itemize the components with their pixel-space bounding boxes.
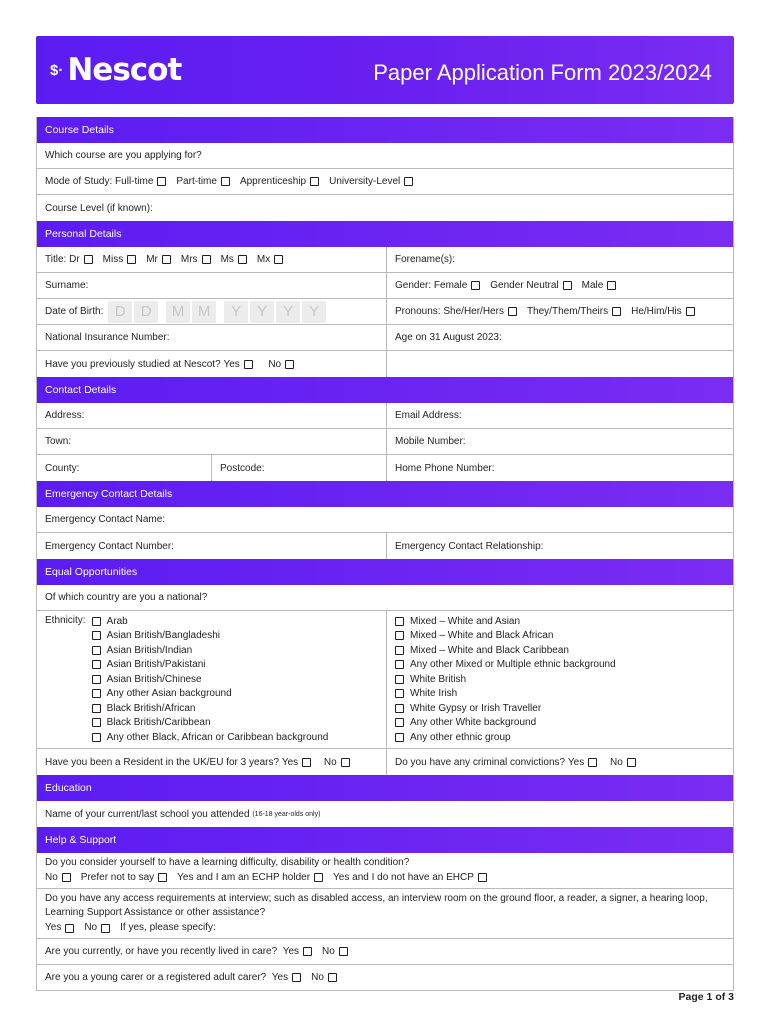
pronoun-he-label: He/Him/His [631,306,682,317]
ethnicity-right [386,611,733,748]
convictions-field [386,749,733,775]
ethnicity-option-label: Any other Asian background [106,688,232,700]
ethnicity-checkbox[interactable] [395,617,404,626]
section-help-support: Help & Support [37,827,733,853]
title-ms-checkbox[interactable] [238,255,247,264]
difficulty-echp-checkbox[interactable] [314,873,323,882]
ethnicity-checkbox[interactable] [92,733,101,742]
address-label: Address: [45,410,85,421]
difficulty-question: Do you consider yourself to have a learning difficulty, disability or health condition? [45,857,410,868]
age-label: Age on 31 August 2023: [395,332,502,343]
dob-year-1[interactable]: Y [224,301,248,323]
ni-label: National Insurance Number: [45,332,170,343]
ethnicity-checkbox[interactable] [92,660,101,669]
pronoun-they-label: They/Them/Theirs [526,306,609,317]
title-field [37,247,386,272]
ethnicity-option-label: Mixed – White and Black Caribbean [410,644,569,656]
ethnicity-option-label: Asian British/Pakistani [106,659,206,671]
ethnicity-option-label: Any other Black, African or Caribbean background [106,731,329,743]
convictions-yes-checkbox[interactable] [588,758,597,767]
ethnicity-checkbox[interactable] [395,718,404,727]
dob-month-1[interactable]: M [166,301,190,323]
title-miss-checkbox[interactable] [127,255,136,264]
ethnicity-option-label: Any other ethnic group [410,731,511,743]
ethnicity-option [92,614,329,629]
studied-yes-checkbox[interactable] [244,360,253,369]
studied-no-label: No [268,358,282,370]
ethnicity-option [395,672,616,687]
title-mx-label: Mx [256,254,271,265]
mode-of-study [37,169,733,194]
access-no-label: No [84,921,98,933]
application-form [36,117,734,991]
title-dr-checkbox[interactable] [84,255,93,264]
ethnicity-option-label: Asian British/Bangladeshi [106,630,220,642]
empty-cell [386,351,733,377]
dob-year-2[interactable]: Y [250,301,274,323]
ethnicity-checkbox[interactable] [92,675,101,684]
mode-part-time-checkbox[interactable] [221,177,230,186]
email-label: Email Address: [395,410,462,421]
ethnicity-option [92,701,329,716]
carer-yes-checkbox[interactable] [292,973,301,982]
ethnicity-option [92,716,329,731]
studied-yes-label: Yes [223,358,240,370]
resident-field [37,749,386,775]
ethnicity-option-label: White Gypsy or Irish Traveller [410,702,542,714]
gender-female-label: Female [433,280,468,291]
ethnicity-list-right [395,614,616,745]
difficulty-echp-label: Yes and I am an ECHP holder [177,871,311,883]
ethnicity-option-label: Any other Mixed or Multiple ethnic background [410,659,616,671]
mode-university-checkbox[interactable] [404,177,413,186]
ethnicity-option [92,658,329,673]
postcode-field[interactable] [211,455,386,481]
county-field[interactable] [37,455,211,481]
emergency-number-field[interactable] [37,533,386,559]
school-note: (16-18 year-olds only) [252,810,321,818]
section-personal-details: Personal Details [37,221,733,247]
difficulty-prefer-not-checkbox[interactable] [158,873,167,882]
title-mr-checkbox[interactable] [162,255,171,264]
emergency-relationship-field[interactable] [386,533,733,559]
ethnicity-left [37,611,386,748]
course-field[interactable] [37,143,733,168]
dob-year-4[interactable]: Y [302,301,326,323]
gender-male-checkbox[interactable] [607,281,616,290]
pronoun-she-label: She/Her/Hers [443,306,504,317]
ethnicity-option [395,643,616,658]
ethnicity-label: Ethnicity: [45,615,86,626]
ethnicity-option-label: Asian British/Indian [106,644,193,656]
emergency-name-field[interactable] [37,507,733,532]
section-education: Education [37,775,733,801]
ethnicity-option-label: Black British/Caribbean [106,717,211,729]
resident-yes-checkbox[interactable] [302,758,311,767]
previously-studied-field [37,351,386,377]
carer-question: Are you a young carer or a registered adult carer? [45,972,267,983]
ethnicity-option [395,701,616,716]
ethnicity-checkbox[interactable] [395,660,404,669]
convictions-yes-label: Yes [567,756,585,768]
carer-field [37,965,733,990]
difficulty-field [37,853,733,888]
school-label: Name of your current/last school you attended [45,808,250,820]
ethnicity-option [395,658,616,673]
course-level-label: Course Level (if known): [45,202,153,214]
nationality-field[interactable] [37,585,733,610]
ethnicity-checkbox[interactable] [395,704,404,713]
mode-university-label: University-Level [329,176,401,187]
logo-text: Nescot [67,52,182,88]
forename-field[interactable] [386,247,733,272]
ethnicity-option [92,672,329,687]
dob-month-2[interactable]: M [192,301,216,323]
age-field[interactable] [386,325,733,350]
mobile-field[interactable] [386,429,733,454]
gender-female-checkbox[interactable] [471,281,480,290]
studied-label: Have you previously studied at Nescot? [45,358,221,370]
carer-yes-label: Yes [271,972,289,983]
ethnicity-checkbox[interactable] [92,704,101,713]
care-field [37,939,733,964]
title-mrs-checkbox[interactable] [202,255,211,264]
carer-no-label: No [311,972,324,983]
ethnicity-option-label: Mixed – White and Asian [410,615,521,627]
ethnicity-option [92,730,329,745]
ethnicity-checkbox[interactable] [92,718,101,727]
ethnicity-option [395,730,616,745]
pronouns-field [386,299,733,324]
resident-no-label: No [323,756,337,768]
form-title: Paper Application Form 2023/2024 [373,60,712,85]
ethnicity-checkbox[interactable] [92,617,101,626]
dob-year-3[interactable]: Y [276,301,300,323]
section-emergency-contact: Emergency Contact Details [37,481,733,507]
ethnicity-option [395,614,616,629]
care-no-checkbox[interactable] [339,947,348,956]
ethnicity-option [395,629,616,644]
convictions-no-label: No [609,756,623,768]
section-equal-opportunities: Equal Opportunities [37,559,733,585]
title-mr-label: Mr [146,254,158,265]
ethnicity-option-label: White Irish [410,688,458,700]
access-yes-checkbox[interactable] [65,924,74,933]
mobile-label: Mobile Number: [395,436,466,447]
emergency-name-label: Emergency Contact Name: [45,514,166,525]
county-label: County: [45,462,80,474]
ethnicity-checkbox[interactable] [395,631,404,640]
nescot-logo [50,50,181,90]
section-contact-details: Contact Details [37,377,733,403]
ethnicity-option-label: Mixed – White and Black African [410,630,554,642]
emergency-number-label: Emergency Contact Number: [45,540,174,552]
ethnicity-option [92,687,329,702]
email-field[interactable] [386,403,733,428]
resident-no-checkbox[interactable] [341,758,350,767]
town-label: Town: [45,436,72,447]
ethnicity-option-label: Black British/African [106,702,196,714]
difficulty-no-label: No [45,871,58,883]
ethnicity-option [92,643,329,658]
surname-field[interactable] [37,273,386,298]
emergency-relationship-label: Emergency Contact Relationship: [395,540,544,552]
mode-part-time-label: Part-time [176,176,217,187]
gender-label: Gender: [395,280,432,291]
access-field [37,889,733,938]
ethnicity-checkbox[interactable] [395,733,404,742]
title-mx-checkbox[interactable] [274,255,283,264]
resident-yes-label: Yes [281,756,299,768]
surname-label: Surname: [45,280,89,291]
ethnicity-option [92,629,329,644]
access-yes-label: Yes [45,921,62,933]
pronouns-label: Pronouns: [395,306,441,317]
form-header [36,36,734,104]
ethnicity-checkbox[interactable] [92,689,101,698]
dob-field [37,299,386,324]
studied-no-checkbox[interactable] [285,360,294,369]
carer-no-checkbox[interactable] [328,973,337,982]
gender-field [386,273,733,298]
care-yes-checkbox[interactable] [303,947,312,956]
page-number: Page 1 of 3 [678,991,734,1003]
ethnicity-option [395,687,616,702]
ni-number-field[interactable] [37,325,386,350]
postcode-label: Postcode: [220,462,265,474]
access-specify-label: If yes, please specify: [120,921,216,933]
course-level-field[interactable] [37,195,733,221]
ethnicity-checkbox[interactable] [92,646,101,655]
pronoun-they-checkbox[interactable] [612,307,621,316]
resident-label: Have you been a Resident in the UK/EU for 3 years? [45,756,280,768]
nationality-label: Of which country are you a national? [45,592,208,603]
access-no-checkbox[interactable] [101,924,110,933]
dob-label: Date of Birth: [45,306,104,317]
gender-male-label: Male [581,280,604,291]
difficulty-no-ehcp-label: Yes and I do not have an EHCP [333,871,474,883]
mode-apprenticeship-checkbox[interactable] [310,177,319,186]
ethnicity-checkbox[interactable] [92,631,101,640]
course-label: Which course are you applying for? [45,150,202,161]
ethnicity-checkbox[interactable] [395,675,404,684]
care-no-label: No [322,946,335,957]
mode-apprenticeship-label: Apprenticeship [239,176,307,187]
gender-neutral-checkbox[interactable] [563,281,572,290]
dob-day-2[interactable]: D [134,301,158,323]
address-field[interactable] [37,403,386,428]
mode-full-time-label: Full-time [115,176,154,187]
section-course-details: Course Details [37,117,733,143]
school-field[interactable] [37,801,733,827]
mode-label: Mode of Study: [45,176,113,187]
ethnicity-checkbox[interactable] [395,646,404,655]
care-yes-label: Yes [282,946,300,957]
access-question: Do you have any access requirements at interview; such as disabled access, an interview room on the ground floor, a reader, a signer, a hearing loop, Learning Support Assistance or other assistance? [45,892,708,919]
difficulty-no-ehcp-checkbox[interactable] [478,873,487,882]
forename-label: Forename(s): [395,254,456,265]
ethnicity-option-label: White British [410,673,467,685]
title-ms-label: Ms [220,254,234,265]
difficulty-no-checkbox[interactable] [62,873,71,882]
ethnicity-option-label: Asian British/Chinese [106,673,202,685]
town-field[interactable] [37,429,386,454]
title-miss-label: Miss [102,254,124,265]
pronoun-she-checkbox[interactable] [508,307,517,316]
ethnicity-list-left [92,614,329,745]
convictions-label: Do you have any criminal convictions? [395,756,566,768]
mode-full-time-checkbox[interactable] [157,177,166,186]
title-label: Title: [45,254,67,265]
convictions-no-checkbox[interactable] [627,758,636,767]
ethnicity-checkbox[interactable] [395,689,404,698]
logo-mark-icon: $· [50,61,64,79]
difficulty-prefer-not-label: Prefer not to say [80,871,155,883]
ethnicity-option-label: Arab [106,615,128,627]
ethnicity-option [395,716,616,731]
title-mrs-label: Mrs [180,254,198,265]
gender-neutral-label: Gender Neutral [490,280,559,291]
title-dr-label: Dr [69,254,80,265]
home-phone-label: Home Phone Number: [395,462,495,474]
home-phone-field[interactable] [386,455,733,481]
care-question: Are you currently, or have you recently lived in care? [45,946,278,957]
ethnicity-option-label: Any other White background [410,717,537,729]
dob-day-1[interactable]: D [108,301,132,323]
pronoun-he-checkbox[interactable] [686,307,695,316]
